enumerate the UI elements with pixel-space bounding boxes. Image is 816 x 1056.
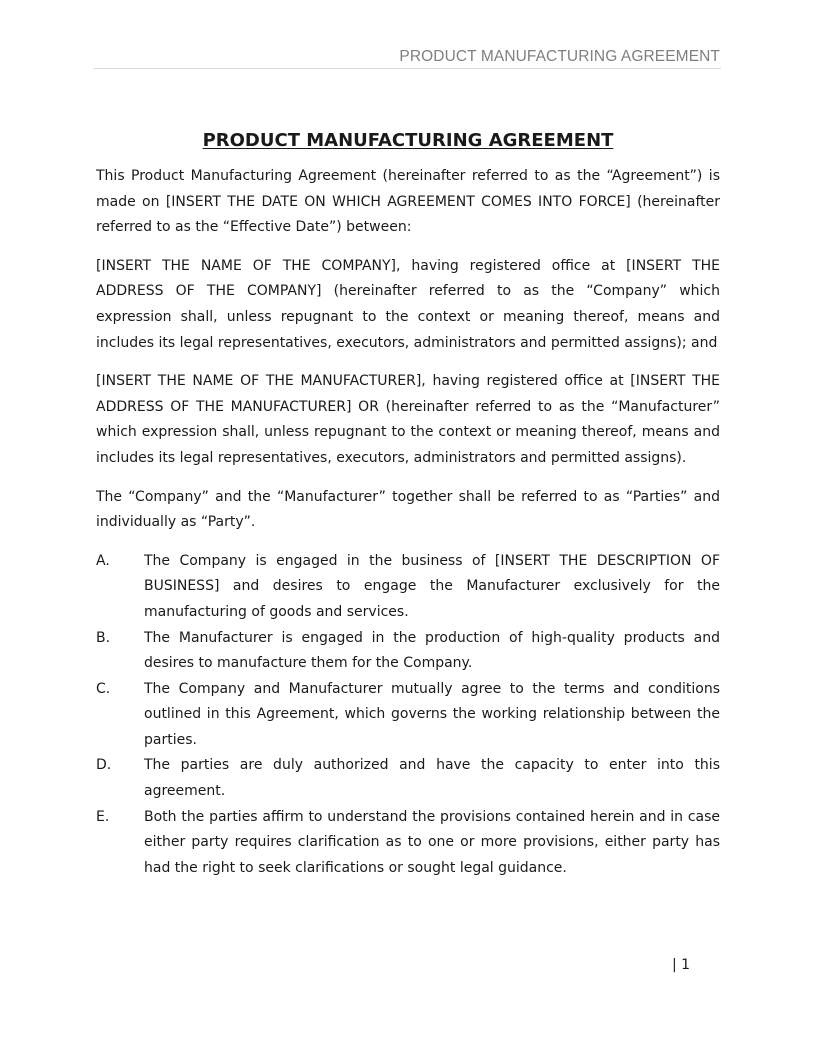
recital-text: Both the parties affirm to understand the provisions contained herein and in case either party requires clarification as to one or more provisions, either party has had the right to seek clarifications or sought legal guidance. — [144, 808, 720, 876]
recital-text: The Company is engaged in the business of [INSERT THE DESCRIPTION OF BUSINESS] and desires to engage the Manufacturer exclusively for the manufacturing of goods and services. — [144, 552, 720, 620]
recital-item-d — [96, 753, 720, 804]
recital-text: The Company and Manufacturer mutually agree to the terms and conditions outlined in this Agreement, which governs the working relationship between the parties. — [144, 680, 720, 748]
recital-letter: B. — [96, 629, 111, 646]
recital-item-e — [96, 805, 720, 882]
recital-text: The Manufacturer is engaged in the production of high-quality products and desires to manufacture them for the Company. — [144, 629, 720, 672]
page-header — [94, 46, 721, 69]
manufacturer-party-paragraph: [INSERT THE NAME OF THE MANUFACTURER], having registered office at [INSERT THE ADDRESS OF THE MANUFACTURER] OR (hereinafter referred to as the “Manufacturer” which expression shall, unless repugnant to the context or meaning thereof, means and includes its legal representatives, executors, administrators and permitted assigns). — [96, 373, 720, 466]
page-number: | 1 — [672, 957, 691, 973]
recital-item-a — [96, 549, 720, 626]
recital-item-b — [96, 626, 720, 677]
parties-definition-paragraph: The “Company” and the “Manufacturer” together shall be referred to as “Parties” and individually as “Party”. — [96, 488, 720, 531]
recital-letter: C. — [96, 680, 111, 697]
recital-letter: E. — [96, 808, 110, 825]
company-party-paragraph: [INSERT THE NAME OF THE COMPANY], having registered office at [INSERT THE ADDRESS OF THE COMPANY] (hereinafter referred to as the “Company” which expression shall, unless repugnant to the context or meaning thereof, means and includes its legal representatives, executors, administrators and permitted assigns); and — [96, 257, 720, 351]
recital-item-c — [96, 677, 720, 754]
document-body — [96, 130, 720, 881]
recitals-list — [96, 549, 720, 882]
running-header-title: PRODUCT MANUFACTURING AGREEMENT — [399, 48, 720, 65]
document-title: PRODUCT MANUFACTURING AGREEMENT — [202, 130, 614, 151]
intro-paragraph: This Product Manufacturing Agreement (hereinafter referred to as the “Agreement”) is made on [INSERT THE DATE ON WHICH AGREEMENT COMES INTO FORCE] (hereinafter referred to as the “Effective Date”) between: — [96, 168, 720, 236]
recital-text: The parties are duly authorized and have the capacity to enter into this agreement. — [144, 757, 720, 800]
recital-letter: A. — [96, 552, 110, 569]
recital-letter: D. — [96, 757, 112, 774]
